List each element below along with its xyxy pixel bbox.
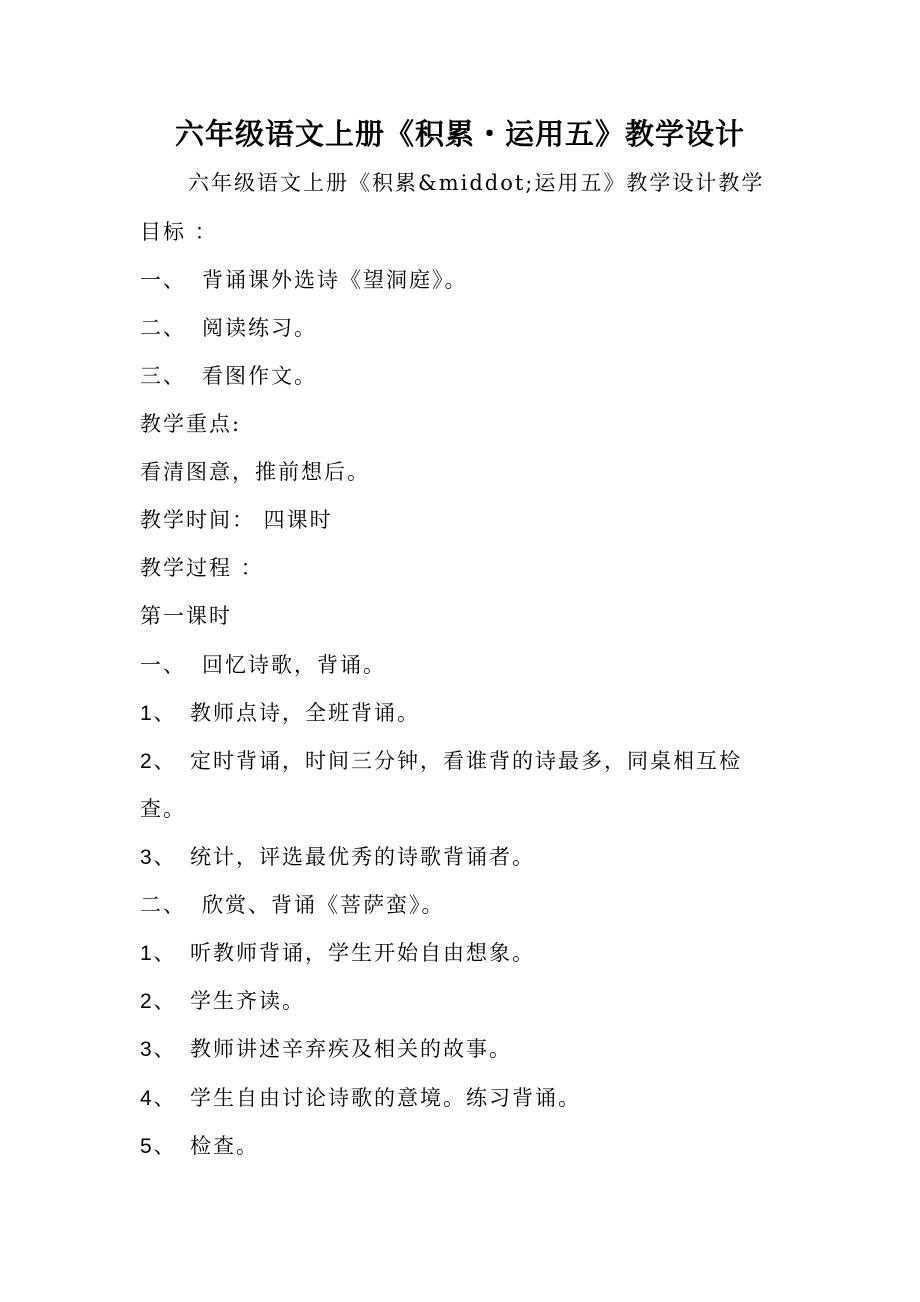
objective-item <box>140 313 317 343</box>
step-item <box>140 938 535 969</box>
step-text: 学生齐读。 <box>190 989 305 1013</box>
objective-text: 看图作文。 <box>202 364 317 388</box>
step-text: 检查。 <box>190 1134 259 1158</box>
section-heading <box>140 650 386 680</box>
objective-item <box>140 265 468 295</box>
step-item <box>140 1083 581 1114</box>
process-label: 教学过程 ： <box>140 556 264 580</box>
objective-number: 一、 <box>140 268 186 292</box>
step-text: 学生自由讨论诗歌的意境。练习背诵。 <box>190 1086 581 1110</box>
step-number: 1、 <box>140 942 177 965</box>
objectives-label: 目标 ： <box>140 220 218 244</box>
step-text: 教师点诗，全班背诵。 <box>190 701 420 725</box>
teaching-time: 教学时间： 四课时 <box>140 508 333 532</box>
step-text: 统计，评选最优秀的诗歌背诵者。 <box>190 845 535 869</box>
objective-number: 二、 <box>140 316 186 340</box>
step-item <box>140 986 305 1017</box>
objective-item <box>140 361 317 391</box>
step-item <box>140 1034 512 1065</box>
step-number: 2、 <box>140 750 177 773</box>
step-text: 听教师背诵，学生开始自由想象。 <box>190 941 535 965</box>
step-text: 定时背诵，时间三分钟，看谁背的诗最多，同桌相互检 <box>190 749 742 773</box>
step-number: 2、 <box>140 990 177 1013</box>
step-text: 教师讲述辛弃疾及相关的故事。 <box>190 1037 512 1061</box>
key-point-label: 教学重点: <box>140 412 242 436</box>
section-heading <box>140 890 445 920</box>
document-title: 六年级语文上册《积累・运用五》教学设计 <box>174 117 745 151</box>
step-continuation: 查。 <box>140 797 186 821</box>
objective-text: 背诵课外选诗《望洞庭》。 <box>202 268 468 292</box>
intro-line: 六年级语文上册《积累&middot;运用五》教学设计教学 <box>188 171 765 195</box>
section-number: 二、 <box>140 893 186 917</box>
section-text: 回忆诗歌，背诵。 <box>202 653 386 677</box>
key-point-text: 看清图意，推前想后。 <box>140 460 370 484</box>
objective-text: 阅读练习。 <box>202 316 317 340</box>
step-item <box>140 1131 259 1162</box>
step-item <box>140 698 420 729</box>
section-text: 欣赏、背诵《菩萨蛮》。 <box>202 893 445 917</box>
step-number: 3、 <box>140 846 177 869</box>
objective-number: 三、 <box>140 364 186 388</box>
step-number: 1、 <box>140 702 177 725</box>
step-item <box>140 842 535 873</box>
section-number: 一、 <box>140 653 186 677</box>
step-number: 5、 <box>140 1135 177 1158</box>
lesson-label: 第一课时 <box>140 604 232 628</box>
step-number: 3、 <box>140 1038 177 1061</box>
step-item <box>140 746 742 777</box>
step-number: 4、 <box>140 1087 177 1110</box>
